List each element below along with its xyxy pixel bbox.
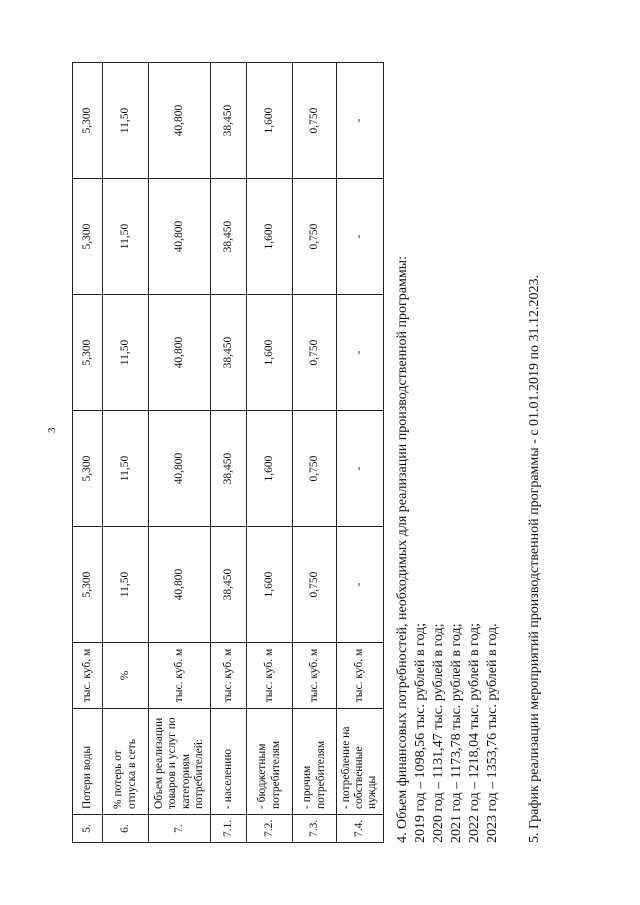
finance-line-2020: 2020 год – 1131,47 тыс. рублей в год; xyxy=(431,623,446,843)
table-row xyxy=(247,63,293,843)
table-row xyxy=(149,63,211,843)
table-row xyxy=(293,63,337,843)
year-value: 1,600 xyxy=(247,295,293,411)
year-value: 40,800 xyxy=(149,527,211,643)
year-value: 1,600 xyxy=(247,411,293,527)
year-value: 11,50 xyxy=(103,527,149,643)
unit-of-measure: тыс. куб. м xyxy=(73,643,103,709)
indicator-name: Потери воды xyxy=(73,709,103,815)
year-value: 5,300 xyxy=(73,179,103,295)
year-value: 38,450 xyxy=(211,411,247,527)
year-value: 11,50 xyxy=(103,63,149,179)
year-value: 5,300 xyxy=(73,411,103,527)
row-number: 7.1. xyxy=(211,815,247,843)
row-number: 7.3. xyxy=(293,815,337,843)
table-row xyxy=(103,63,149,843)
year-value: 38,450 xyxy=(211,295,247,411)
year-value: 0,750 xyxy=(293,63,337,179)
year-value: 1,600 xyxy=(247,179,293,295)
year-value: 1,600 xyxy=(247,527,293,643)
row-number: 7. xyxy=(149,815,211,843)
year-value: - xyxy=(337,527,384,643)
row-number: 7.4. xyxy=(337,815,384,843)
year-value: 38,450 xyxy=(211,63,247,179)
section4-heading: 4. Объем финансовых потребностей, необходимых для реализации производственной программы: xyxy=(395,256,410,843)
year-value: 5,300 xyxy=(73,527,103,643)
finance-line-2023: 2023 год – 1353,76 тыс. рублей в год. xyxy=(485,623,500,843)
unit-of-measure: тыс. куб. м xyxy=(293,643,337,709)
row-number: 6. xyxy=(103,815,149,843)
year-value: 40,800 xyxy=(149,63,211,179)
unit-of-measure: тыс. куб. м xyxy=(337,643,384,709)
rotated-page-content xyxy=(72,63,540,843)
year-value: 5,300 xyxy=(73,63,103,179)
indicator-name: % потерь от отпуска в сеть xyxy=(103,709,149,815)
unit-of-measure: тыс. куб. м xyxy=(247,643,293,709)
year-value: 0,750 xyxy=(293,527,337,643)
year-value: 38,450 xyxy=(211,527,247,643)
page-number: 3 xyxy=(46,427,58,433)
table-row xyxy=(211,63,247,843)
finance-line-2022: 2022 год – 1218,04 тыс. рублей в год; xyxy=(467,622,482,843)
finance-line-2021: 2021 год – 1173,78 тыс. рублей в год; xyxy=(449,623,464,843)
year-value: 40,800 xyxy=(149,411,211,527)
year-value: - xyxy=(337,63,384,179)
year-value: 11,50 xyxy=(103,295,149,411)
finance-line-2019: 2019 год – 1098,56 тыс. рублей в год; xyxy=(413,622,428,843)
year-value: 38,450 xyxy=(211,179,247,295)
year-value: - xyxy=(337,295,384,411)
indicator-name: - населению xyxy=(211,709,247,815)
production-indicators-table xyxy=(72,62,384,843)
year-value: - xyxy=(337,411,384,527)
year-value: 0,750 xyxy=(293,411,337,527)
spacer xyxy=(502,63,526,843)
unit-of-measure: тыс. куб. м xyxy=(211,643,247,709)
row-number: 7.2. xyxy=(247,815,293,843)
year-value: 5,300 xyxy=(73,295,103,411)
row-number: 5. xyxy=(73,815,103,843)
year-value: 0,750 xyxy=(293,295,337,411)
unit-of-measure: % xyxy=(103,643,149,709)
year-value: 0,750 xyxy=(293,179,337,295)
section5-heading: 5. График реализации мероприятий производственной программы - с 01.01.2019 по 31.12.2023. xyxy=(527,274,542,843)
unit-of-measure: тыс. куб. м xyxy=(149,643,211,709)
indicator-name: Объем реализации товаров и услуг по категориям потребителей: xyxy=(149,709,211,815)
table-row xyxy=(73,63,103,843)
year-value: 40,800 xyxy=(149,179,211,295)
indicator-name: - бюджетным потребителям xyxy=(247,709,293,815)
year-value: 11,50 xyxy=(103,179,149,295)
indicator-name: - прочим потребителям xyxy=(293,709,337,815)
year-value: 11,50 xyxy=(103,411,149,527)
notes-block xyxy=(394,63,544,843)
table-row xyxy=(337,63,384,843)
year-value: 40,800 xyxy=(149,295,211,411)
year-value: - xyxy=(337,179,384,295)
year-value: 1,600 xyxy=(247,63,293,179)
indicator-name: - потребление на собственные нужды xyxy=(337,709,384,815)
